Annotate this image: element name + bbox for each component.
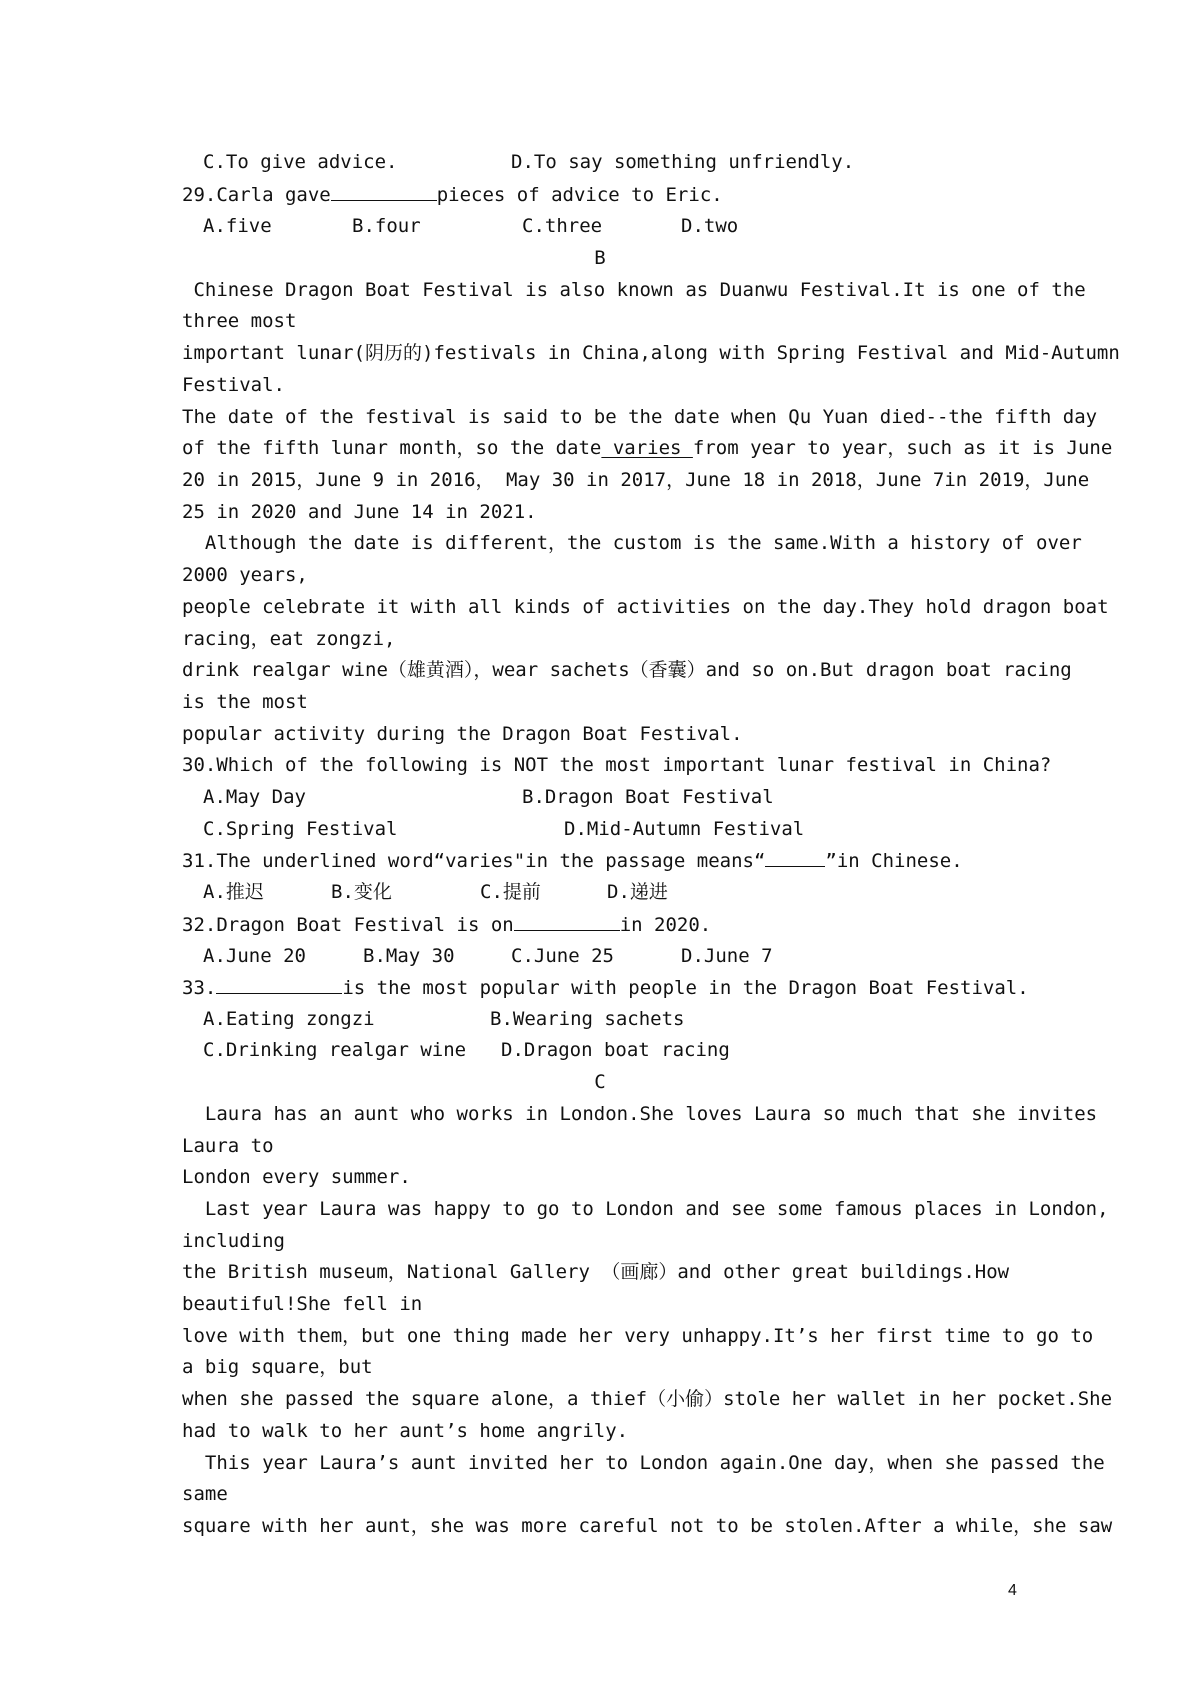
passage-c-line: a big square，but — [182, 1356, 373, 1378]
q30-option-a: A.May Day — [203, 786, 306, 808]
answer-blank — [216, 975, 342, 994]
q32-stem: 32.Dragon Boat Festival is on in 2020. — [182, 914, 712, 936]
passage-c-line: love with them，but one thing made her very unhappy.It’s her first time to go to — [182, 1325, 1094, 1347]
passage-c-line: London every summer. — [182, 1166, 411, 1188]
passage-b-line: 20 in 2015，June 9 in 2016， May 30 in 2017，June 18 in 2018，June 7in 2019，June — [182, 469, 1090, 491]
q29-option-b: B.four — [352, 215, 421, 237]
q33-option-b: B.Wearing sachets — [490, 1008, 685, 1030]
q33-stem: 33. is the most popular with people in the Dragon Boat Festival. — [182, 977, 1029, 999]
passage-b-line: Although the date is different，the custom is the same.With a history of over — [182, 532, 1082, 554]
q33-option-c: C.Drinking realgar wine — [203, 1039, 467, 1061]
q32-option-b: B.May 30 — [363, 945, 455, 967]
passage-c-line: Laura has an aunt who works in London.She loves Laura so much that she invites — [182, 1103, 1098, 1125]
q30-option-b: B.Dragon Boat Festival — [522, 786, 774, 808]
passage-c-line: when she passed the square alone，a thief（小偷）stole her wallet in her pocket.She — [182, 1388, 1113, 1410]
q31-option-b: B.变化 — [331, 881, 392, 903]
passage-c-line: square with her aunt，she was more careful not to be stolen.After a while，she saw — [182, 1515, 1113, 1537]
passage-b-line: important lunar(阴历的)festivals in China,along with Spring Festival and Mid-Autumn — [182, 342, 1120, 364]
q32-option-c: C.June 25 — [511, 945, 614, 967]
passage-b-line: is the most — [182, 691, 308, 713]
section-heading-c: C — [594, 1071, 606, 1093]
q31-option-c: C.提前 — [480, 881, 541, 903]
q29-option-a: A.five — [203, 215, 272, 237]
q29-option-d: D.two — [681, 215, 739, 237]
q30-option-c: C.Spring Festival — [203, 818, 398, 840]
passage-c-line: had to walk to her aunt’s home angrily. — [182, 1420, 629, 1442]
passage-b-line: Festival. — [182, 374, 285, 396]
passage-b-line: popular activity during the Dragon Boat Festival. — [182, 723, 743, 745]
passage-c-line: the British museum，National Gallery （画廊）and other great buildings.How — [182, 1261, 1010, 1283]
answer-blank — [514, 912, 620, 931]
q33-option-d: D.Dragon boat racing — [501, 1039, 730, 1061]
q29-stem: 29.Carla gave pieces of advice to Eric. — [182, 184, 723, 206]
page-number: 4 — [1008, 1582, 1017, 1599]
passage-c-line: Last year Laura was happy to go to London and see some famous places in London, — [182, 1198, 1109, 1220]
q31-option-d: D.递进 — [607, 881, 668, 903]
passage-b-line: 25 in 2020 and June 14 in 2021. — [182, 501, 537, 523]
q30-option-d: D.Mid-Autumn Festival — [564, 818, 805, 840]
q28-option-d: D.To say something unfriendly. — [511, 151, 855, 173]
passage-c-line: beautiful!She fell in — [182, 1293, 423, 1315]
passage-b-line: racing，eat zongzi, — [182, 628, 396, 650]
q31-stem: 31.The underlined word“varies"in the passage means“ ”in Chinese. — [182, 850, 963, 872]
q29-option-c: C.three — [522, 215, 603, 237]
q33-option-a: A.Eating zongzi — [203, 1008, 375, 1030]
passage-c-line: Laura to — [182, 1135, 274, 1157]
passage-b-line: The date of the festival is said to be the date when Qu Yuan died--the fifth day — [182, 406, 1098, 428]
answer-blank — [765, 848, 825, 867]
passage-c-line: including — [182, 1230, 285, 1252]
passage-c-line: This year Laura’s aunt invited her to London again.One day，when she passed the — [182, 1452, 1105, 1474]
q30-stem: 30.Which of the following is NOT the most important lunar festival in China? — [182, 754, 1052, 776]
q32-option-d: D.June 7 — [681, 945, 773, 967]
underlined-word-varies: varies — [601, 437, 693, 459]
passage-b-line: drink realgar wine（雄黄酒），wear sachets（香囊）and so on.But dragon boat racing — [182, 659, 1072, 681]
section-heading-b: B — [594, 247, 606, 269]
passage-b-line: three most — [182, 310, 297, 332]
passage-b-line: of the fifth lunar month，so the date varies from year to year，such as it is June — [182, 437, 1113, 459]
passage-b-line: 2000 years, — [182, 564, 308, 586]
answer-blank — [331, 182, 437, 201]
q32-option-a: A.June 20 — [203, 945, 306, 967]
passage-b-line: people celebrate it with all kinds of activities on the day.They hold dragon boat — [182, 596, 1109, 618]
passage-c-line: same — [182, 1483, 228, 1505]
q31-option-a: A.推迟 — [203, 881, 264, 903]
q28-option-c: C.To give advice. — [203, 151, 398, 173]
passage-b-line: Chinese Dragon Boat Festival is also known as Duanwu Festival.It is one of the — [182, 279, 1086, 301]
